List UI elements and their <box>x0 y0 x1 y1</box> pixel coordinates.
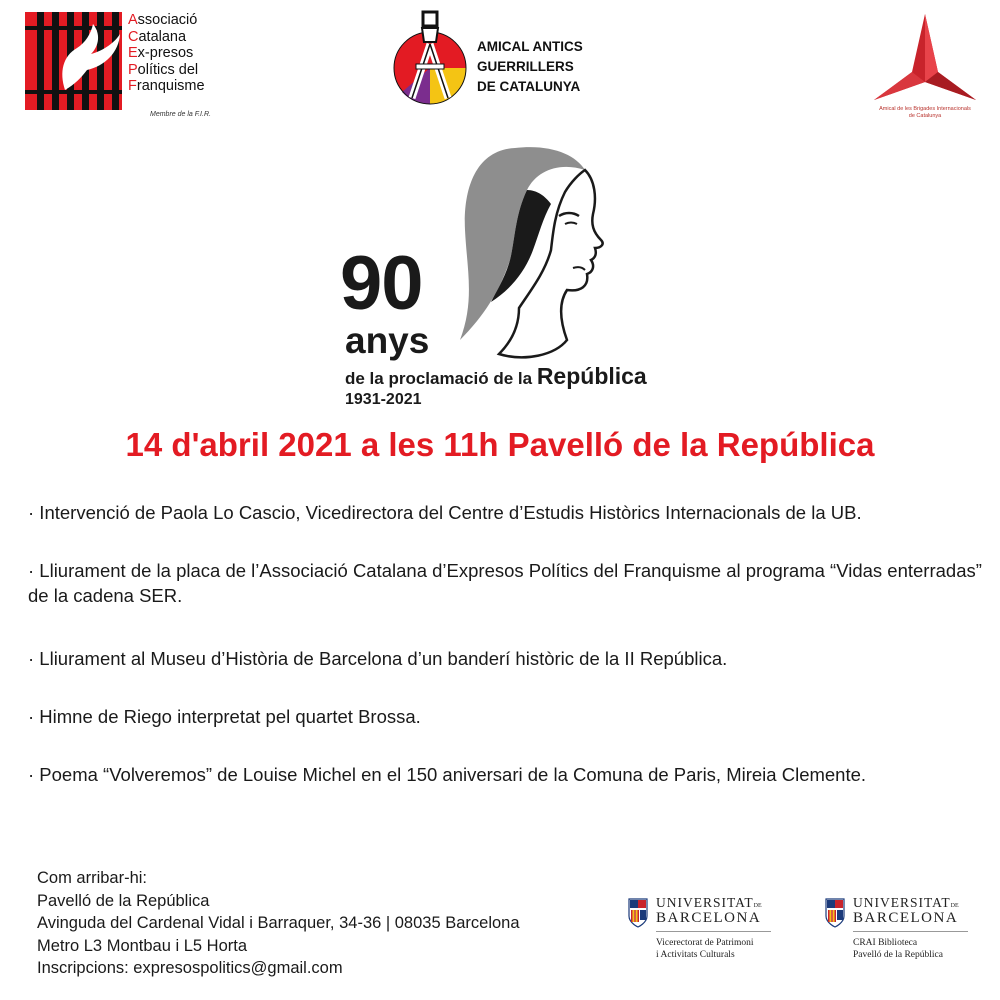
ub-department-line: i Activitats Culturals <box>656 950 735 960</box>
prison-bars-dove-icon <box>25 12 122 110</box>
ub-divider <box>853 931 968 932</box>
acep-name <box>128 12 205 95</box>
acep-member-note: Membre de la F.I.R. <box>150 111 211 118</box>
program-item: · Himne de Riego interpretat pel quartet Brossa. <box>28 706 421 727</box>
three-point-star-icon <box>870 10 980 105</box>
program-item: · Poema “Volveremos” de Louise Michel en el 150 aniversari de la Comuna de Paris, Mireia Clemente. <box>28 764 867 785</box>
acep-name-line: Franquisme <box>128 78 205 94</box>
event-headline: 14 d'abril 2021 a les 11h Pavelló de la República <box>125 426 875 463</box>
acep-name-line: Ex-presos <box>128 45 194 61</box>
amical-name-line: GUERRILLERS <box>477 59 574 74</box>
ub-divider <box>656 931 771 932</box>
acep-name-line: Polítics del <box>128 61 199 78</box>
subtitle-republica: República <box>536 363 647 389</box>
ub-name-line2: BARCELONA <box>656 910 762 926</box>
ub-department-line: CRAI Biblioteca <box>853 938 918 948</box>
amical-name-line: AMICAL ANTICS <box>477 39 583 54</box>
ub-department-line: Vicerectorat de Patrimoni <box>656 938 754 948</box>
republic-profile-emblem <box>455 140 615 370</box>
directions-signup: Inscripcions: expresospolitics@gmail.com <box>37 959 343 977</box>
directions-block <box>37 867 520 980</box>
guerrillers-emblem-icon <box>390 10 470 105</box>
directions-address: Avinguda del Cardenal Vidal i Barraquer, 34-36 | 08035 Barcelona <box>37 914 520 932</box>
ub-shield-icon <box>825 898 845 928</box>
acep-name-line: Associació <box>128 12 198 28</box>
brigades-name <box>860 106 990 120</box>
amical-name <box>477 37 583 97</box>
brigades-name-line: de Catalunya <box>908 113 942 119</box>
brigades-name-line: Amical de les Brigades Internacionals <box>879 106 971 112</box>
program-item: · Intervenció de Paola Lo Cascio, Vicedirectora del Centre d’Estudis Històrics Internacionals de la UB. <box>28 502 862 523</box>
ub-name-line2: BARCELONA <box>853 910 959 926</box>
anniversary-number: 90 <box>340 241 423 326</box>
directions-venue: Pavelló de la República <box>37 891 210 910</box>
ub-shield-icon <box>628 898 648 928</box>
ub-department <box>853 937 943 961</box>
brigades-logo-mark <box>870 10 980 105</box>
marianne-profile-icon <box>455 140 615 370</box>
program-item: · Lliurament al Museu d’Història de Barcelona d’un banderí històric de la II República. <box>28 648 728 669</box>
ub-department-line: Pavelló de la República <box>853 950 943 960</box>
amical-name-line: DE CATALUNYA <box>477 79 581 94</box>
amical-logo-mark <box>390 10 470 105</box>
ub-name-line1: UNIVERSITATDE <box>853 895 959 910</box>
anniversary-subtitle <box>345 362 647 393</box>
acep-logo-mark <box>25 12 122 110</box>
anniversary-anys: anys <box>345 320 430 361</box>
program-item: · Lliurament de la placa de l’Associació Catalana d’Expresos Polítics del Franquisme al programa “Vidas enterradas” de la cadena SER. <box>28 560 982 606</box>
acep-name-line: Catalana <box>128 28 187 45</box>
ub-department <box>656 937 754 961</box>
directions-title: Com arribar-hi: <box>37 869 148 887</box>
subtitle-small: de la proclamació de la <box>345 369 537 388</box>
anniversary-years: 1931-2021 <box>345 391 422 408</box>
directions-metro: Metro L3 Montbau i L5 Horta <box>37 936 248 955</box>
ub-name-line1: UNIVERSITATDE <box>656 895 762 910</box>
